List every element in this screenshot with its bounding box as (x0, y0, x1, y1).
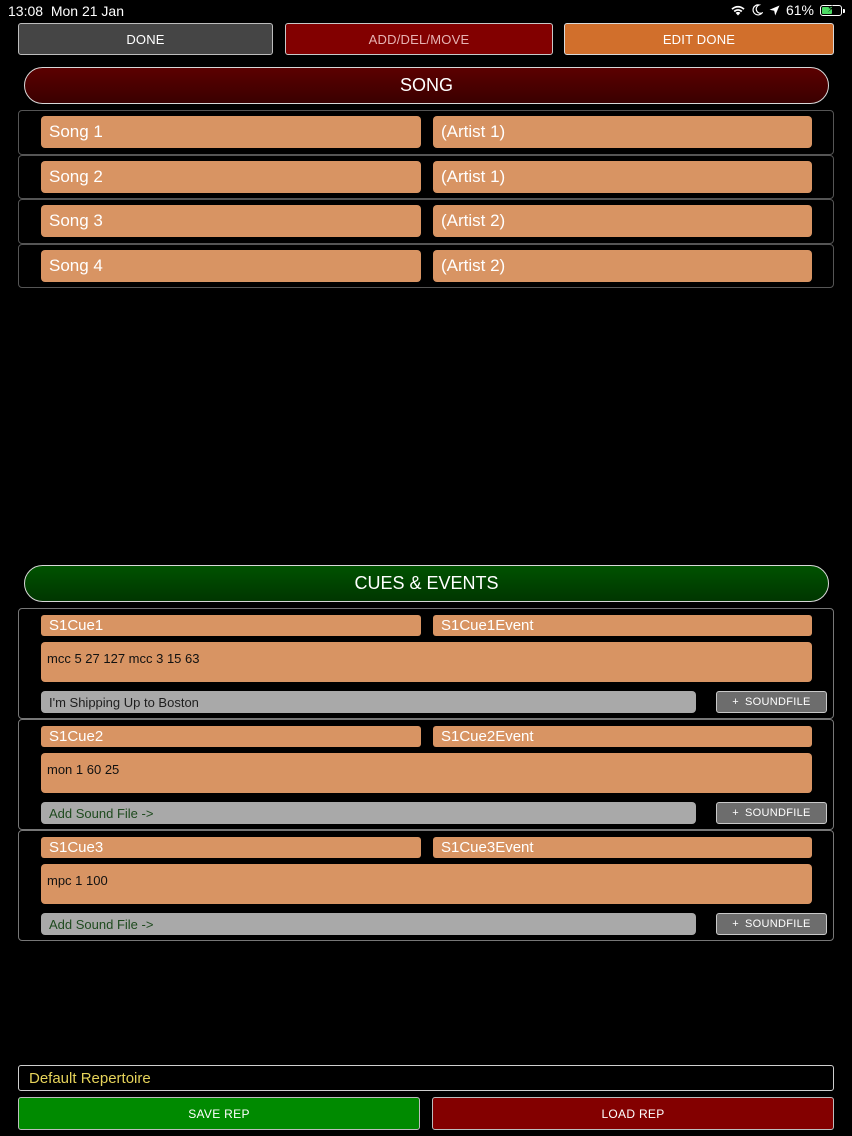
add-soundfile-button[interactable] (716, 802, 827, 824)
song-section-header[interactable]: SONG (24, 67, 829, 104)
cue-commands-field[interactable]: mcc 5 27 127 mcc 3 15 63 (41, 642, 812, 682)
load-rep-button[interactable]: LOAD REP (432, 1097, 834, 1130)
cues-events-section-header[interactable]: CUES & EVENTS (24, 565, 829, 602)
add-del-move-button[interactable]: ADD/DEL/MOVE (285, 23, 553, 55)
cue-row (18, 608, 834, 719)
plus-icon: + (732, 696, 740, 708)
song-artist-field[interactable]: (Artist 1) (433, 116, 812, 148)
soundfile-button-label: SOUNDFILE (745, 696, 811, 708)
location-arrow-icon (769, 5, 780, 16)
cue-name-field[interactable]: S1Cue1 (41, 615, 421, 636)
edit-done-button[interactable]: EDIT DONE (564, 23, 834, 55)
battery-percent: 61% (785, 2, 814, 18)
song-row[interactable] (18, 110, 834, 155)
song-list (18, 110, 834, 288)
song-row[interactable] (18, 199, 834, 244)
song-title-field[interactable]: Song 3 (41, 205, 421, 237)
moon-icon (752, 4, 763, 16)
cue-commands-field[interactable]: mpc 1 100 (41, 864, 812, 904)
sound-file-field[interactable]: Add Sound File -> (41, 802, 696, 824)
add-soundfile-button[interactable] (716, 691, 827, 713)
plus-icon: + (732, 807, 740, 819)
status-date: Mon 21 Jan (50, 3, 124, 19)
song-row[interactable] (18, 244, 834, 289)
song-title-field[interactable]: Song 1 (41, 116, 421, 148)
song-title-field[interactable]: Song 2 (41, 161, 421, 193)
save-rep-button[interactable]: SAVE REP (18, 1097, 420, 1130)
cue-list (18, 608, 834, 941)
cue-event-field[interactable]: S1Cue2Event (433, 726, 812, 747)
status-bar (0, 0, 852, 22)
song-title-field[interactable]: Song 4 (41, 250, 421, 282)
song-artist-field[interactable]: (Artist 1) (433, 161, 812, 193)
status-time: 13:08 (8, 3, 44, 19)
cue-row (18, 830, 834, 941)
song-row[interactable] (18, 155, 834, 200)
cue-name-field[interactable]: S1Cue2 (41, 726, 421, 747)
battery-icon (820, 5, 842, 16)
repertoire-name-field[interactable]: Default Repertoire (18, 1065, 834, 1091)
sound-file-field[interactable]: I'm Shipping Up to Boston (41, 691, 696, 713)
cue-commands-field[interactable]: mon 1 60 25 (41, 753, 812, 793)
song-artist-field[interactable]: (Artist 2) (433, 250, 812, 282)
cue-name-field[interactable]: S1Cue3 (41, 837, 421, 858)
cue-event-field[interactable]: S1Cue1Event (433, 615, 812, 636)
wifi-icon (730, 4, 746, 16)
done-button[interactable]: DONE (18, 23, 273, 55)
sound-file-field[interactable]: Add Sound File -> (41, 913, 696, 935)
soundfile-button-label: SOUNDFILE (745, 918, 811, 930)
status-indicators (730, 2, 842, 18)
cue-event-field[interactable]: S1Cue3Event (433, 837, 812, 858)
charging-bolt-icon: ⚡ (827, 3, 835, 15)
add-soundfile-button[interactable] (716, 913, 827, 935)
status-time-date (8, 3, 124, 19)
song-artist-field[interactable]: (Artist 2) (433, 205, 812, 237)
soundfile-button-label: SOUNDFILE (745, 807, 811, 819)
plus-icon: + (732, 918, 740, 930)
cue-row (18, 719, 834, 830)
